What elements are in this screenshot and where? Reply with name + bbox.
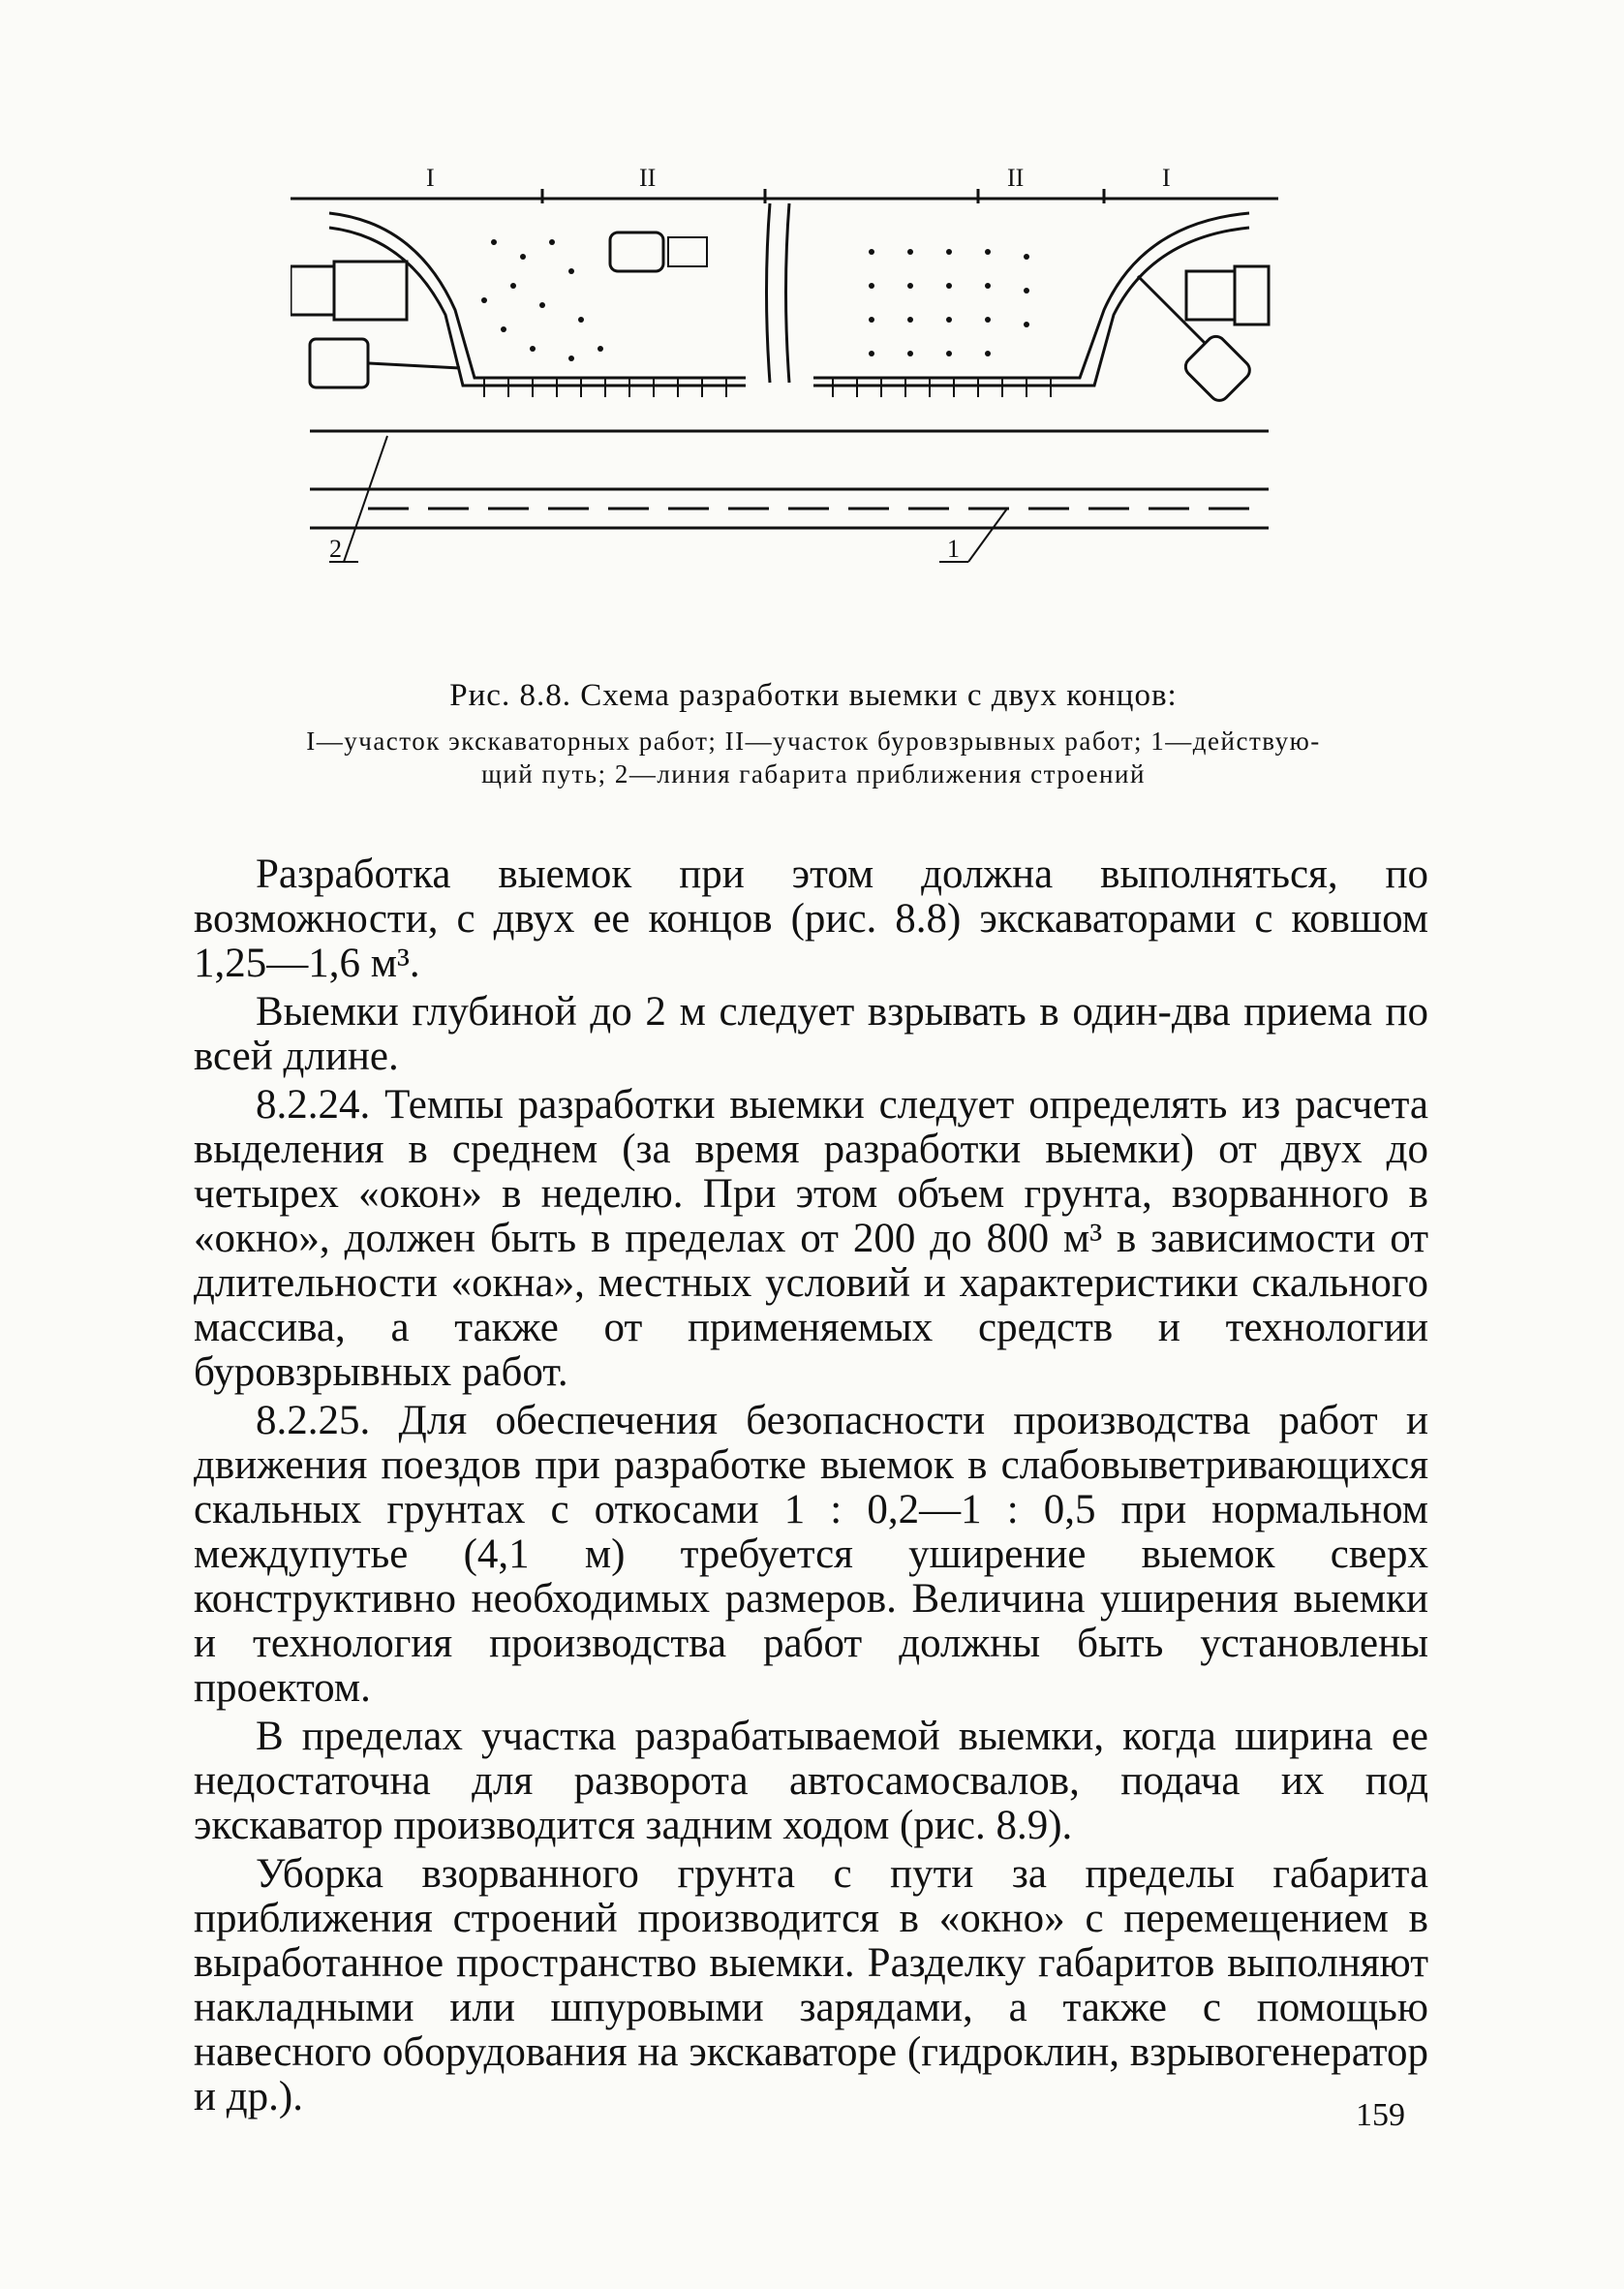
label-section-1-right: I [1162,165,1171,192]
callout-2: 2 [329,535,342,563]
body-text [194,852,1428,2123]
label-section-2-right: II [1007,165,1025,192]
figure-excavation-scheme [291,165,1278,591]
figure-caption-title: Рис. 8.8. Схема разработки выемки с двух концов: [449,678,1178,713]
excavation-diagram [291,165,1278,591]
dump-truck-left-icon [291,266,334,315]
legend-line-1: I—участок экскаваторных работ; II—участок буровзрывных работ; 1—действую- [306,727,1321,756]
right-slope [813,213,1249,378]
excavator-road-left-icon [310,339,368,387]
dump-truck-right-icon [1186,271,1235,320]
legend-line-2: щий путь; 2—линия габарита приближения строений [481,759,1146,789]
paragraph: Уборка взорванного грунта с пути за пределы габарита приближения строений производится в «окно» с перемещением в выработанное пространство выемки. Разделку габаритов выполняют накладными или шпуровыми зарядами, а также с помощью навесного оборудования на экскаваторе (гидроклин, взрывогенератор и др.). [194,1851,1428,2119]
excavator-left-icon [610,232,663,271]
blasted-rock-dots [481,239,1029,361]
excavator-right-arm [1138,276,1206,344]
page-number: 159 [1356,2097,1405,2133]
callout-1: 1 [947,535,960,563]
figure-caption-legend [145,725,1482,790]
break-line [767,203,771,383]
paragraph: 8.2.24. Темпы разработки выемки следует определять из расчета выделения в среднем (за время разработки выемки) от двух до четырех «окон» в неделю. При этом объем грунта, взорванного в «окно», должен быть в пределах от 200 до 800 м³ в зависимости от длительности «окна», местных условий и характеристики скального массива, а также от применяемых средств и технологии буровзрывных работ. [194,1082,1428,1395]
paragraph: В пределах участка разрабатываемой выемки, когда ширина ее недостаточна для разворота автосамосвалов, подача их под экскаватор производится задним ходом (рис. 8.9). [194,1714,1428,1848]
paragraph: 8.2.25. Для обеспечения безопасности производства работ и движения поездов при разработке выемок в слабовыветривающихся скальных грунтах с откосами 1 : 0,2—1 : 0,5 при нормальном междупутье (4,1 м) требуется уширение выемок сверх конструктивно необходимых размеров. Величина уширения выемки и технология производства работ должны быть установлены проектом. [194,1398,1428,1711]
paragraph: Разработка выемок при этом должна выполняться, по возможности, с двух ее концов (рис. 8.8) экскаваторами с ковшом 1,25—1,6 м³. [194,851,1428,986]
excavator-right-icon [1181,332,1253,404]
label-section-1-left: I [426,165,435,192]
paragraph: Выемки глубиной до 2 м следует взрывать в один-два приема по всей длине. [194,989,1428,1079]
label-section-2-left: II [639,165,657,192]
